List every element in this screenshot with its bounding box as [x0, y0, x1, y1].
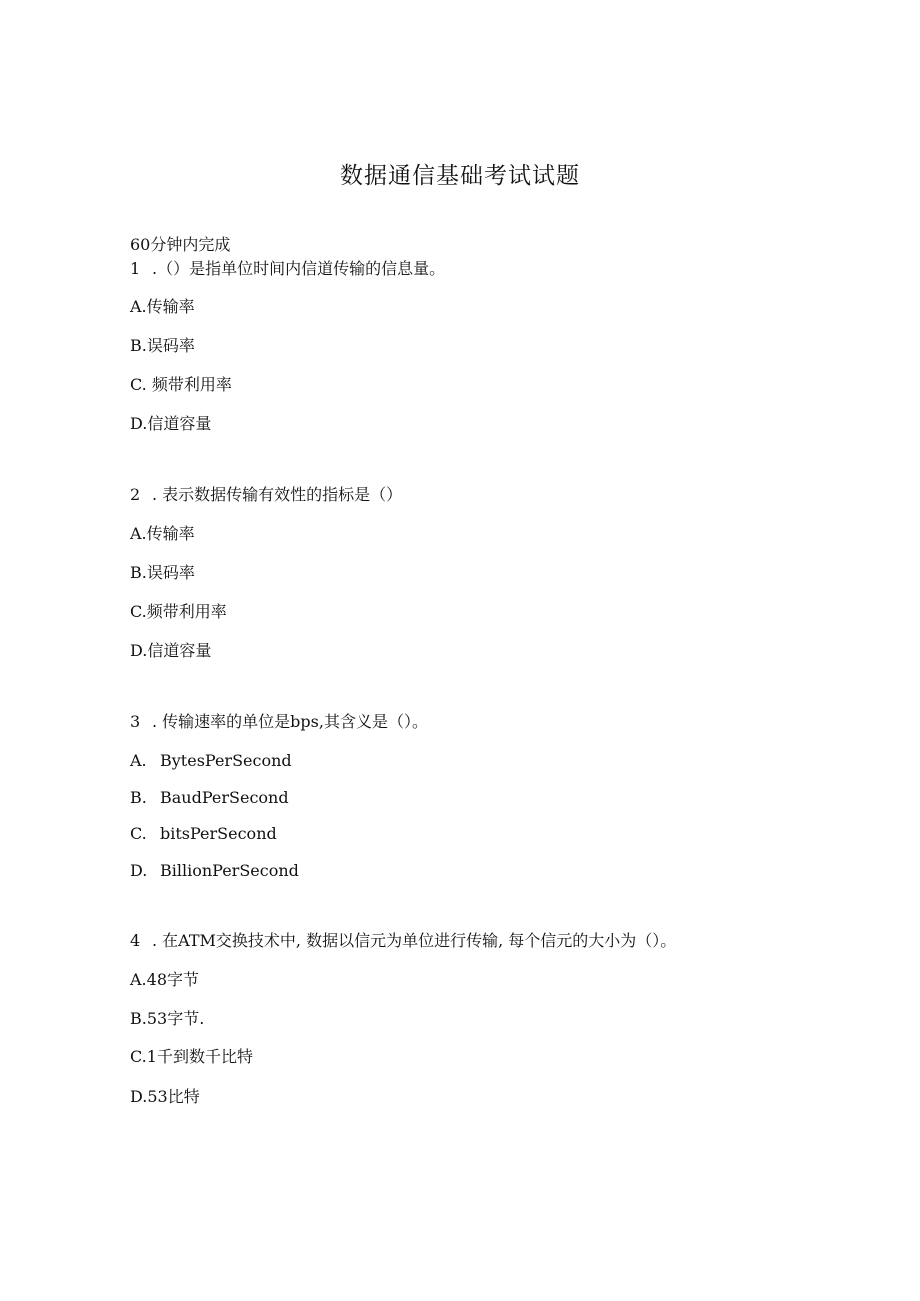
question-1	[130, 258, 445, 280]
question-4-option-b: B.53字节.	[130, 1009, 205, 1028]
question-stem: .（）是指单位时间内信道传输的信息量。	[152, 259, 446, 278]
option-letter: B.	[130, 788, 147, 807]
question-4-option-c: C.1千到数千比特	[130, 1047, 253, 1066]
question-number: 4	[130, 931, 141, 950]
question-2-option-d: D.信道容量	[130, 641, 212, 660]
question-2	[130, 484, 402, 506]
time-note: 60分钟内完成	[130, 235, 231, 254]
question-3-option-a	[130, 750, 292, 772]
question-2-option-a: A.传输率	[130, 524, 195, 543]
option-text: BillionPerSecond	[160, 861, 299, 880]
question-3-option-d	[130, 860, 299, 882]
option-letter: D.	[130, 861, 148, 880]
question-stem: . 在ATM交换技术中, 数据以信元为单位进行传输, 每个信元的大小为（）。	[152, 931, 677, 950]
option-letter: C.	[130, 824, 147, 843]
option-letter: A.	[130, 751, 147, 770]
option-text: BytesPerSecond	[160, 751, 292, 770]
question-number: 2	[130, 485, 141, 504]
question-stem: . 传输速率的单位是bps,其含义是（）。	[152, 712, 428, 731]
question-4-option-d: D.53比特	[130, 1087, 200, 1106]
question-1-option-d: D.信道容量	[130, 414, 212, 433]
question-number: 1	[130, 259, 141, 278]
option-text: BaudPerSecond	[160, 788, 289, 807]
question-3	[130, 711, 428, 733]
question-1-option-c: C. 频带利用率	[130, 375, 232, 394]
question-4-option-a: A.48字节	[130, 970, 200, 989]
question-3-option-c	[130, 823, 277, 845]
option-text: bitsPerSecond	[160, 824, 277, 843]
question-1-option-a: A.传输率	[130, 297, 195, 316]
question-4	[130, 930, 676, 952]
question-2-option-c: C.频带利用率	[130, 602, 227, 621]
question-1-option-b: B.误码率	[130, 336, 195, 355]
question-2-option-b: B.误码率	[130, 563, 195, 582]
question-number: 3	[130, 712, 141, 731]
question-stem: . 表示数据传输有效性的指标是（）	[152, 485, 403, 504]
document-title: 数据通信基础考试试题	[340, 163, 580, 189]
question-3-option-b	[130, 787, 289, 809]
